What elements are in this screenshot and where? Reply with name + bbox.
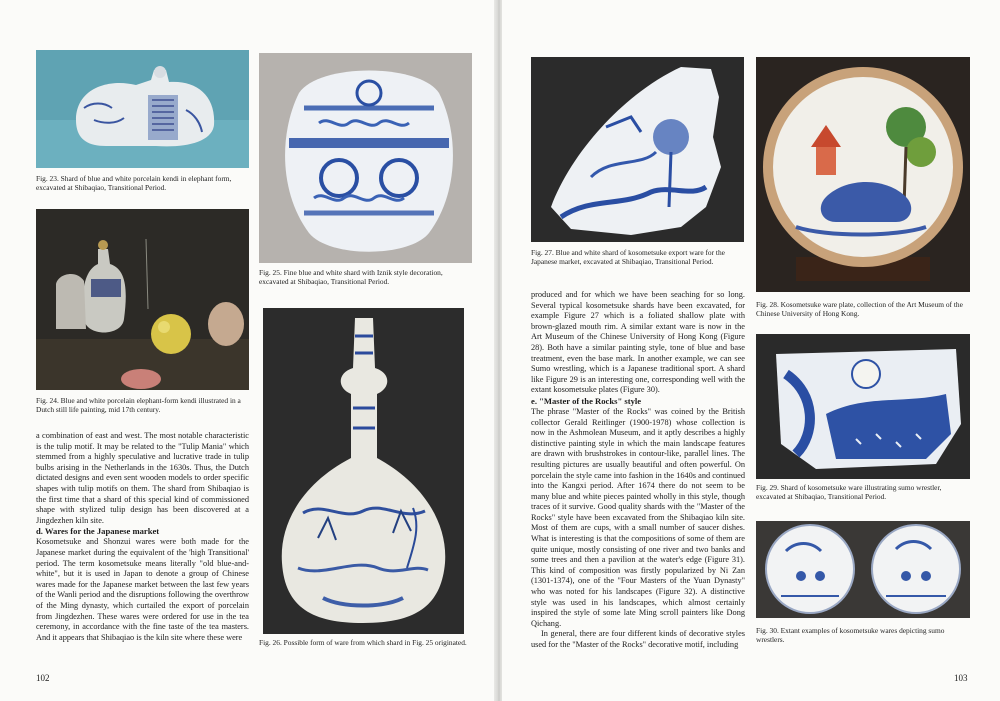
fig25-caption: Fig. 25. Fine blue and white shard with Iznik style decoration, excavated at Shibaqiao, Transitional Period. — [259, 268, 443, 287]
fig29-caption: Fig. 29. Shard of kosometsuke ware illustrating sumo wrestler, excavated at Shibaqiao, Transitional Period. — [756, 483, 942, 502]
left-paragraph-1: a combination of east and west. The most notable characteristic is the tulip motif. It may be related to the "Tulip Mania" which stemmed from a highly speculative and lucrative trade in tulip bulbs arising in the Netherlands in the 1630s. Thus, the Dutch dictated designs and even sent wooden models to order specific shapes with tulip motifs on them. The shard from Shibaqiao is the first time that a shard of this special kind of commissioned shape with stylized tulip design has been discovered at a Jingdezhen kiln site. — [36, 431, 249, 525]
fig29-photo — [756, 334, 970, 479]
right-page — [502, 0, 1000, 701]
fig27-photo — [531, 57, 744, 242]
fig28-caption: Fig. 28. Kosometsuke ware plate, collection of the Art Museum of the Chinese University of Hong Kong. — [756, 300, 963, 319]
fig23-caption: Fig. 23. Shard of blue and white porcelain kendi in elephant form, excavated at Shibaqiao, Transitional Period. — [36, 174, 232, 193]
right-paragraph-1: produced and for which we have been seaching for so long. Several typical kosometsuke shards have been excavated, for example Figure 27 which is a foliated shallow plate with brown-glazed mouth rim. A similar extant ware is now in the Art Museum of the Chinese University of Hong Kong (Figure 28). Both have a similar painting style, tone of blue and base treatment, even the base mark. In another example, we can see Sumo wrestling, which is a Japanese traditional sport. A shard like Figure 29 is an interesting one, corresponding well with the extant kosometsuke plates (Figure 30). — [531, 290, 745, 395]
fig25-photo — [259, 53, 472, 263]
fig30-caption: Fig. 30. Extant examples of kosometsuke wares depicting sumo wrestlers. — [756, 626, 945, 645]
fig26-photo — [263, 308, 464, 634]
fig24-photo — [36, 209, 249, 390]
fig26-caption: Fig. 26. Possible form of ware from which shard in Fig. 25 originated. — [259, 638, 467, 647]
page-number-left: 102 — [36, 673, 50, 683]
left-body-text — [36, 431, 249, 643]
left-page — [0, 0, 497, 701]
fig24-caption: Fig. 24. Blue and white porcelain elephant-form kendi illustrated in a Dutch still life painting, mid 17th century. — [36, 396, 241, 415]
fig30-photo — [756, 521, 970, 618]
section-heading-e: e. "Master of the Rocks" style — [531, 395, 642, 406]
section-heading-d: d. Wares for the Japanese market — [36, 526, 160, 537]
fig23-photo — [36, 50, 249, 168]
left-paragraph-2: Kosometsuke and Shonzui wares were both made for the Japanese market during the equivalent of the 'high Transitional' period. The term kosometsuke means literally "old blue-and-white", but it is used in Japan to denote a group of Chinese wares made for the Japanese market between the last few years of the Wanli period and the disruptions following the overthrow of the Ming dynasty, which curtailed the export of porcelain from Jingdezhen. These wares were ordered for use in the tea ceremony, in accordance with the fine taste of the tea masters. And it appears that Shibaqiao is the kiln site where these were — [36, 537, 249, 642]
right-body-text — [531, 290, 745, 651]
right-paragraph-2: The phrase "Master of the Rocks" was coined by the British collector Gerald Reitlinger (1900-1978) whose collection is now in the Ashmolean Museum, and it aptly describes a highly distinctive painting style in which the main landscape features are drawn with brushstrokes in contour-like, parallel lines. The resulting pictures are usually beautiful and often powerful. On porcelain the style came into fashion in the 1640s and continued into the Kangxi period. After 1674 there do not seem to be many blue and white pieces painted wholly in this style, though traces of it survive. Good quality shards with the "Master of the Rocks" style have been excavated from the Shibaqiao kiln site. Most of them are cups, with a small number of saucer dishes. What is interesting is that the compositions of some of them are quite unique, mostly consisting of one river and two banks and some trees and then a pavilion at the water's edge (Figure 31). This kind of composition was firstly popularized by Ni Zan (1301-1374), one of the "Four Masters of the Yuan Dynasty" who was noted for his landscapes (Figure 32). A distinctive style was used in his landscapes, which almost certainly inspired the style of some late Ming scroll painters like Dong Qichang. — [531, 406, 745, 628]
page-number-right: 103 — [954, 673, 968, 683]
fig28-photo — [756, 57, 970, 292]
fig27-caption: Fig. 27. Blue and white shard of kosometsuke export ware for the Japanese market, excavated at Shibaqiao, Transitional Period. — [531, 248, 725, 267]
right-paragraph-3: In general, there are four different kinds of decorative styles used for the "Master of the Rocks" decorative motif, including — [531, 629, 745, 649]
